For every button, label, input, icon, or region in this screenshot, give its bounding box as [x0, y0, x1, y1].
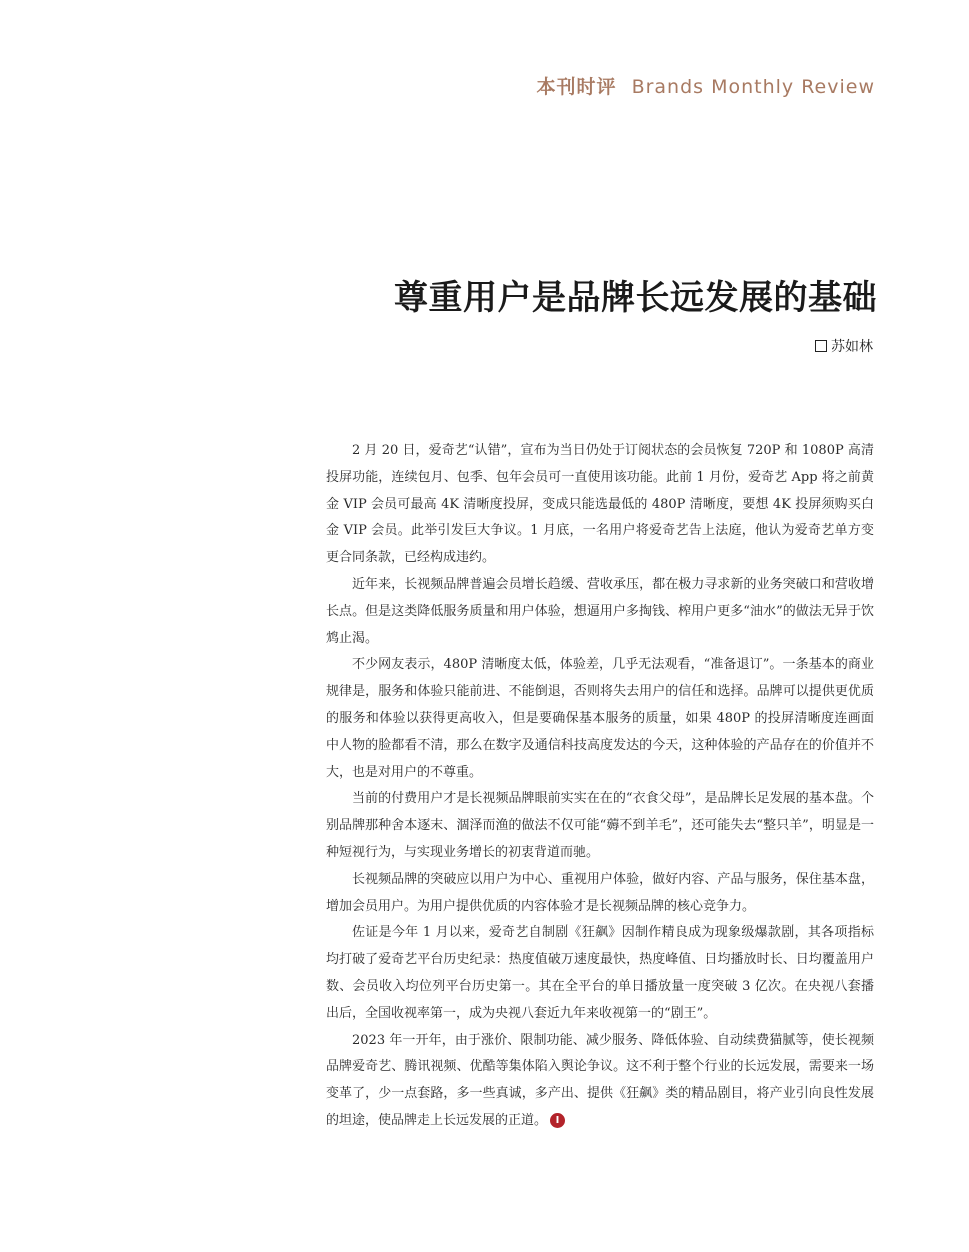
column-name-cn: 本刊时评: [536, 76, 617, 98]
magazine-header: [537, 72, 876, 99]
paragraph-7-text: 2023 年一开年，由于涨价、限制功能、减少服务、降低体验、自动续费猫腻等，使长视频品牌爱奇艺、腾讯视频、优酷等集体陷入舆论争议。这不利于整个行业的长远发展，需要来一场变革了，少一点套路，多一些真诚，多产出、提供《狂飙》类的精品剧目，将产业引向良性发展的坦途，使品牌走上长远发展的正道。: [326, 1032, 874, 1128]
paragraph-6: 佐证是今年 1 月以来，爱奇艺自制剧《狂飙》因制作精良成为现象级爆款剧，其各项指标均打破了爱奇艺平台历史纪录：热度值破万速度最快，热度峰值、日均播放时长、日均覆盖用户数、会员收入均位列平台历史第一。其在全平台的单日播放量一度突破 3 亿次。在央视八套播出后，全国收视率第一，成为央视八套近九年来收视第一的“剧王”。: [326, 925, 874, 1021]
article-body: [326, 438, 874, 1135]
paragraph-7: [326, 1028, 874, 1135]
paragraph-4: 当前的付费用户才是长视频品牌眼前实实在在的“衣食父母”，是品牌长足发展的基本盘。个别品牌那种舍本逐末、涸泽而渔的做法不仅可能“薅不到羊毛”，还可能失去“整只羊”，明显是一种短视行为，与实现业务增长的初衷背道而驰。: [326, 791, 874, 860]
paragraph-5: 长视频品牌的突破应以用户为中心、重视用户体验，做好内容、产品与服务，保住基本盘，增加会员用户。为用户提供优质的内容体验才是长视频品牌的核心竞争力。: [326, 871, 874, 914]
paragraph-2: 近年来，长视频品牌普遍会员增长趋缓、营收承压，都在极力寻求新的业务突破口和营收增长点。但是这类降低服务质量和用户体验，想逼用户多掏钱、榨用户更多“油水”的做法无异于饮鸩止渴。: [326, 576, 874, 646]
end-mark-icon: I: [550, 1113, 565, 1128]
square-icon: [815, 340, 827, 352]
paragraph-3: 不少网友表示，480P 清晰度太低，体验差，几乎无法观看，“准备退订”。一条基本的商业规律是，服务和体验只能前进、不能倒退，否则将失去用户的信任和选择。品牌可以提供更优质的服务和体验以获得更高收入，但是要确保基本服务的质量，如果 480P 的投屏清晰度连画面中人物的脸都看不清，那么在数字及通信科技高度发达的今天，这种体验的产品存在的价值并不大，也是对用户的不尊重。: [326, 657, 874, 780]
paragraph-1: 2 月 20 日，爱奇艺“认错”，宣布为当日仍处于订阅状态的会员恢复 720P 和 1080P 高清投屏功能，连续包月、包季、包年会员可一直使用该功能。此前 1 月份，爱奇艺 App 将之前黄金 VIP 会员可最高 4K 清晰度投屏，变成只能选最低的 480P 清晰度，要想 4K 投屏须购买白金 VIP 会员。此举引发巨大争议。1 月底，一名用户将爱奇艺告上法庭，他认为爱奇艺单方变更合同条款，已经构成违约。: [326, 443, 874, 566]
article-title: 尊重用户是品牌长远发展的基础: [394, 278, 877, 318]
author-name: 苏如林: [831, 339, 873, 355]
author-byline: [815, 336, 873, 356]
column-name-en: Brands Monthly Review: [631, 76, 875, 98]
